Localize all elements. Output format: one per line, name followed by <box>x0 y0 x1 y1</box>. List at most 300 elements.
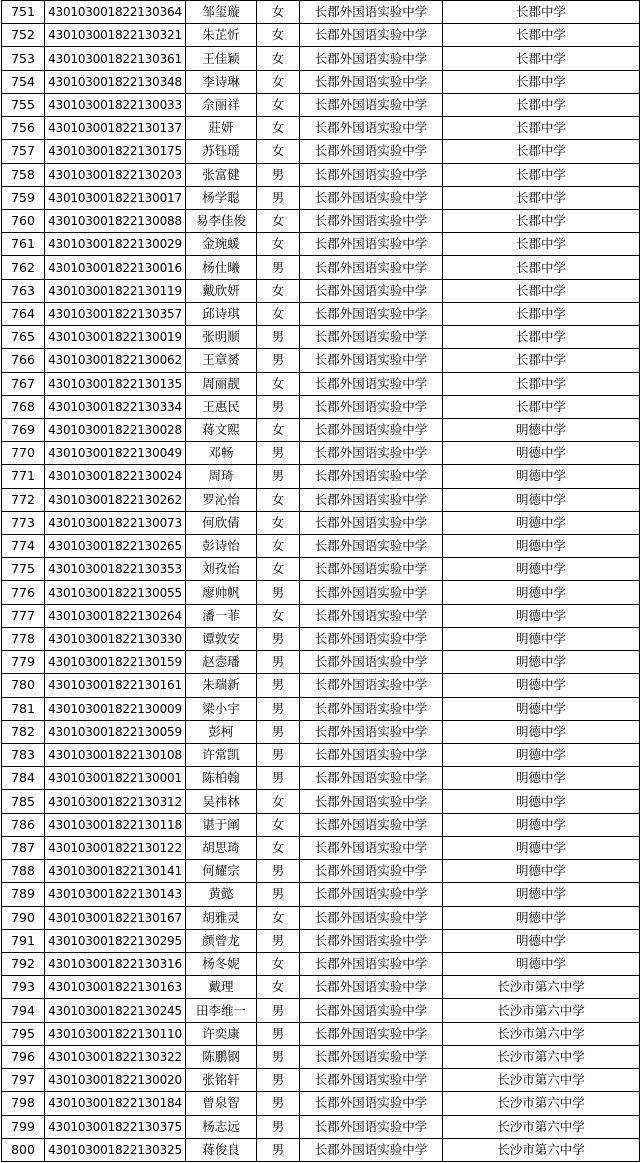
origin-school: 长郡外国语实验中学 <box>300 651 443 674</box>
table-row <box>2 952 640 975</box>
student-name: 许奕康 <box>186 1022 257 1045</box>
table-row <box>2 511 640 534</box>
origin-school: 长郡外国语实验中学 <box>300 140 443 163</box>
admitted-school: 长郡中学 <box>443 163 640 186</box>
table-row <box>2 233 640 256</box>
student-name: 刘孜怡 <box>186 558 257 581</box>
admitted-school: 明德中学 <box>443 627 640 650</box>
row-number: 769 <box>2 418 45 441</box>
admitted-school: 明德中学 <box>443 790 640 813</box>
row-number: 752 <box>2 24 45 47</box>
student-gender: 男 <box>257 1092 300 1115</box>
student-gender: 女 <box>257 140 300 163</box>
origin-school: 长郡外国语实验中学 <box>300 929 443 952</box>
origin-school: 长郡外国语实验中学 <box>300 697 443 720</box>
registration-id: 430103001822130017 <box>45 186 186 209</box>
admitted-school: 明德中学 <box>443 860 640 883</box>
student-name: 颜曾龙 <box>186 929 257 952</box>
admitted-school: 长沙市第六中学 <box>443 1115 640 1138</box>
student-gender: 女 <box>257 1 300 24</box>
registration-id: 430103001822130009 <box>45 697 186 720</box>
student-name: 蒋俊良 <box>186 1138 257 1161</box>
origin-school: 长郡外国语实验中学 <box>300 24 443 47</box>
origin-school: 长郡外国语实验中学 <box>300 256 443 279</box>
admitted-school: 长郡中学 <box>443 302 640 325</box>
row-number: 751 <box>2 1 45 24</box>
student-name: 潘一菲 <box>186 604 257 627</box>
registration-id: 430103001822130203 <box>45 163 186 186</box>
student-gender: 女 <box>257 836 300 859</box>
registration-id: 430103001822130024 <box>45 465 186 488</box>
student-gender: 女 <box>257 372 300 395</box>
registration-id: 430103001822130321 <box>45 24 186 47</box>
table-row <box>2 395 640 418</box>
registration-id: 430103001822130062 <box>45 349 186 372</box>
registration-id: 430103001822130375 <box>45 1115 186 1138</box>
table-row <box>2 581 640 604</box>
row-number: 788 <box>2 860 45 883</box>
table-row <box>2 1138 640 1161</box>
student-gender: 男 <box>257 581 300 604</box>
admitted-school: 长沙市第六中学 <box>443 1045 640 1068</box>
origin-school: 长郡外国语实验中学 <box>300 674 443 697</box>
table-row <box>2 1069 640 1092</box>
table-row <box>2 93 640 116</box>
table-row <box>2 1045 640 1068</box>
student-name: 莊妍 <box>186 117 257 140</box>
table-row <box>2 418 640 441</box>
origin-school: 长郡外国语实验中学 <box>300 883 443 906</box>
origin-school: 长郡外国语实验中学 <box>300 860 443 883</box>
origin-school: 长郡外国语实验中学 <box>300 1138 443 1161</box>
student-name: 朱芷忻 <box>186 24 257 47</box>
admitted-school: 明德中学 <box>443 767 640 790</box>
row-number: 786 <box>2 813 45 836</box>
row-number: 764 <box>2 302 45 325</box>
student-name: 赵悫璠 <box>186 651 257 674</box>
registration-id: 430103001822130073 <box>45 511 186 534</box>
row-number: 781 <box>2 697 45 720</box>
table-row <box>2 1092 640 1115</box>
admitted-school: 明德中学 <box>443 442 640 465</box>
registration-id: 430103001822130029 <box>45 233 186 256</box>
registration-id: 430103001822130357 <box>45 302 186 325</box>
student-gender: 女 <box>257 558 300 581</box>
row-number: 798 <box>2 1092 45 1115</box>
origin-school: 长郡外国语实验中学 <box>300 511 443 534</box>
registration-id: 430103001822130325 <box>45 1138 186 1161</box>
origin-school: 长郡外国语实验中学 <box>300 209 443 232</box>
student-name: 彭诗怡 <box>186 535 257 558</box>
table-row <box>2 976 640 999</box>
admitted-school: 长郡中学 <box>443 186 640 209</box>
origin-school: 长郡外国语实验中学 <box>300 627 443 650</box>
origin-school: 长郡外国语实验中学 <box>300 395 443 418</box>
registration-id: 430103001822130137 <box>45 117 186 140</box>
student-name: 朱瑞新 <box>186 674 257 697</box>
admitted-school: 明德中学 <box>443 929 640 952</box>
student-gender: 男 <box>257 349 300 372</box>
student-gender: 女 <box>257 302 300 325</box>
registration-id: 430103001822130135 <box>45 372 186 395</box>
row-number: 772 <box>2 488 45 511</box>
student-gender: 女 <box>257 535 300 558</box>
table-row <box>2 326 640 349</box>
student-name: 蒋文熙 <box>186 418 257 441</box>
row-number: 756 <box>2 117 45 140</box>
registration-id: 430103001822130175 <box>45 140 186 163</box>
row-number: 785 <box>2 790 45 813</box>
registration-id: 430103001822130108 <box>45 744 186 767</box>
origin-school: 长郡外国语实验中学 <box>300 744 443 767</box>
table-row <box>2 767 640 790</box>
student-name: 田李维一 <box>186 999 257 1022</box>
student-gender: 男 <box>257 163 300 186</box>
admitted-school: 明德中学 <box>443 604 640 627</box>
row-number: 773 <box>2 511 45 534</box>
student-name: 何欣倩 <box>186 511 257 534</box>
admitted-school: 明德中学 <box>443 674 640 697</box>
row-number: 796 <box>2 1045 45 1068</box>
registration-id: 430103001822130049 <box>45 442 186 465</box>
origin-school: 长郡外国语实验中学 <box>300 952 443 975</box>
row-number: 783 <box>2 744 45 767</box>
table-row <box>2 24 640 47</box>
student-name: 谭敦安 <box>186 627 257 650</box>
admitted-school: 明德中学 <box>443 813 640 836</box>
row-number: 757 <box>2 140 45 163</box>
row-number: 791 <box>2 929 45 952</box>
student-name: 杨冬妮 <box>186 952 257 975</box>
origin-school: 长郡外国语实验中学 <box>300 186 443 209</box>
origin-school: 长郡外国语实验中学 <box>300 976 443 999</box>
origin-school: 长郡外国语实验中学 <box>300 302 443 325</box>
student-gender: 男 <box>257 326 300 349</box>
origin-school: 长郡外国语实验中学 <box>300 488 443 511</box>
student-name: 谌于阐 <box>186 813 257 836</box>
student-name: 杨学聪 <box>186 186 257 209</box>
row-number: 779 <box>2 651 45 674</box>
registration-id: 430103001822130020 <box>45 1069 186 1092</box>
row-number: 766 <box>2 349 45 372</box>
student-gender: 女 <box>257 906 300 929</box>
registration-id: 430103001822130348 <box>45 70 186 93</box>
student-name: 王佳颖 <box>186 47 257 70</box>
student-name: 金琬蝯 <box>186 233 257 256</box>
student-gender: 男 <box>257 674 300 697</box>
table-row <box>2 488 640 511</box>
student-name: 戴欣妍 <box>186 279 257 302</box>
admitted-school: 明德中学 <box>443 697 640 720</box>
student-name: 周丽靓 <box>186 372 257 395</box>
registration-id: 430103001822130295 <box>45 929 186 952</box>
registration-id: 430103001822130262 <box>45 488 186 511</box>
table-row <box>2 302 640 325</box>
admitted-school: 长郡中学 <box>443 24 640 47</box>
student-gender: 女 <box>257 952 300 975</box>
table-row <box>2 883 640 906</box>
table-row <box>2 186 640 209</box>
student-name: 梁小宇 <box>186 697 257 720</box>
registration-id: 430103001822130159 <box>45 651 186 674</box>
registration-id: 430103001822130001 <box>45 767 186 790</box>
admitted-school: 长郡中学 <box>443 117 640 140</box>
student-gender: 男 <box>257 1069 300 1092</box>
registration-id: 430103001822130122 <box>45 836 186 859</box>
student-name: 李诗琳 <box>186 70 257 93</box>
row-number: 797 <box>2 1069 45 1092</box>
origin-school: 长郡外国语实验中学 <box>300 1115 443 1138</box>
table-row <box>2 279 640 302</box>
origin-school: 长郡外国语实验中学 <box>300 790 443 813</box>
table-row <box>2 140 640 163</box>
student-gender: 女 <box>257 279 300 302</box>
registration-id: 430103001822130055 <box>45 581 186 604</box>
student-name: 杨志远 <box>186 1115 257 1138</box>
admitted-school: 明德中学 <box>443 558 640 581</box>
registration-id: 430103001822130163 <box>45 976 186 999</box>
row-number: 789 <box>2 883 45 906</box>
row-number: 800 <box>2 1138 45 1161</box>
registration-id: 430103001822130184 <box>45 1092 186 1115</box>
student-gender: 女 <box>257 511 300 534</box>
registration-id: 430103001822130016 <box>45 256 186 279</box>
student-name: 吴祎林 <box>186 790 257 813</box>
row-number: 792 <box>2 952 45 975</box>
table-row <box>2 117 640 140</box>
origin-school: 长郡外国语实验中学 <box>300 93 443 116</box>
student-name: 王惠民 <box>186 395 257 418</box>
row-number: 795 <box>2 1022 45 1045</box>
row-number: 758 <box>2 163 45 186</box>
admitted-school: 明德中学 <box>443 465 640 488</box>
origin-school: 长郡外国语实验中学 <box>300 1 443 24</box>
row-number: 768 <box>2 395 45 418</box>
row-number: 777 <box>2 604 45 627</box>
admitted-school: 长郡中学 <box>443 47 640 70</box>
origin-school: 长郡外国语实验中学 <box>300 813 443 836</box>
student-gender: 男 <box>257 697 300 720</box>
student-gender: 男 <box>257 395 300 418</box>
row-number: 793 <box>2 976 45 999</box>
table-row <box>2 790 640 813</box>
registration-id: 430103001822130334 <box>45 395 186 418</box>
student-gender: 女 <box>257 790 300 813</box>
row-number: 755 <box>2 93 45 116</box>
origin-school: 长郡外国语实验中学 <box>300 163 443 186</box>
student-gender: 女 <box>257 488 300 511</box>
student-name: 陈柏翰 <box>186 767 257 790</box>
admitted-school: 长沙市第六中学 <box>443 1069 640 1092</box>
admitted-school: 长沙市第六中学 <box>443 1092 640 1115</box>
origin-school: 长郡外国语实验中学 <box>300 581 443 604</box>
student-name: 胡雅灵 <box>186 906 257 929</box>
student-gender: 女 <box>257 93 300 116</box>
origin-school: 长郡外国语实验中学 <box>300 326 443 349</box>
admitted-school: 明德中学 <box>443 906 640 929</box>
student-gender: 男 <box>257 186 300 209</box>
admitted-school: 长郡中学 <box>443 395 640 418</box>
row-number: 771 <box>2 465 45 488</box>
table-row <box>2 558 640 581</box>
row-number: 787 <box>2 836 45 859</box>
admitted-school: 明德中学 <box>443 488 640 511</box>
origin-school: 长郡外国语实验中学 <box>300 418 443 441</box>
row-number: 774 <box>2 535 45 558</box>
row-number: 780 <box>2 674 45 697</box>
table-row <box>2 627 640 650</box>
student-name: 易李佳俊 <box>186 209 257 232</box>
row-number: 799 <box>2 1115 45 1138</box>
admitted-school: 长沙市第六中学 <box>443 976 640 999</box>
admitted-school: 长郡中学 <box>443 256 640 279</box>
student-gender: 女 <box>257 813 300 836</box>
table-row <box>2 256 640 279</box>
student-gender: 女 <box>257 233 300 256</box>
table-row <box>2 163 640 186</box>
student-name: 何耀宗 <box>186 860 257 883</box>
admitted-school: 长郡中学 <box>443 1 640 24</box>
origin-school: 长郡外国语实验中学 <box>300 836 443 859</box>
registration-id: 430103001822130028 <box>45 418 186 441</box>
registration-id: 430103001822130167 <box>45 906 186 929</box>
row-number: 790 <box>2 906 45 929</box>
table-row <box>2 70 640 93</box>
admitted-school: 明德中学 <box>443 836 640 859</box>
student-name: 张富健 <box>186 163 257 186</box>
table-row <box>2 535 640 558</box>
registration-id: 430103001822130019 <box>45 326 186 349</box>
table-row <box>2 1 640 24</box>
table-row <box>2 813 640 836</box>
admitted-school: 明德中学 <box>443 651 640 674</box>
row-number: 759 <box>2 186 45 209</box>
table-row <box>2 349 640 372</box>
origin-school: 长郡外国语实验中学 <box>300 349 443 372</box>
student-name: 张明顺 <box>186 326 257 349</box>
student-name: 陈鹏钢 <box>186 1045 257 1068</box>
row-number: 754 <box>2 70 45 93</box>
origin-school: 长郡外国语实验中学 <box>300 233 443 256</box>
admitted-school: 长郡中学 <box>443 326 640 349</box>
table-row <box>2 47 640 70</box>
admitted-school: 长沙市第六中学 <box>443 1022 640 1045</box>
origin-school: 长郡外国语实验中学 <box>300 1092 443 1115</box>
student-gender: 男 <box>257 627 300 650</box>
registration-id: 430103001822130141 <box>45 860 186 883</box>
row-number: 794 <box>2 999 45 1022</box>
admitted-school: 明德中学 <box>443 952 640 975</box>
registration-id: 430103001822130119 <box>45 279 186 302</box>
table-row <box>2 442 640 465</box>
admitted-school: 明德中学 <box>443 581 640 604</box>
table-row <box>2 1115 640 1138</box>
table-row <box>2 697 640 720</box>
admitted-school: 长郡中学 <box>443 93 640 116</box>
origin-school: 长郡外国语实验中学 <box>300 1045 443 1068</box>
registration-id: 430103001822130361 <box>45 47 186 70</box>
origin-school: 长郡外国语实验中学 <box>300 117 443 140</box>
table-row <box>2 744 640 767</box>
origin-school: 长郡外国语实验中学 <box>300 1022 443 1045</box>
registration-id: 430103001822130161 <box>45 674 186 697</box>
table-row <box>2 372 640 395</box>
table-row <box>2 929 640 952</box>
origin-school: 长郡外国语实验中学 <box>300 999 443 1022</box>
student-name: 彭柯 <box>186 720 257 743</box>
student-gender: 男 <box>257 999 300 1022</box>
student-name: 黄懿 <box>186 883 257 906</box>
row-number: 753 <box>2 47 45 70</box>
student-gender: 男 <box>257 442 300 465</box>
student-name: 邹玺璇 <box>186 1 257 24</box>
admitted-school: 长郡中学 <box>443 279 640 302</box>
registration-id: 430103001822130312 <box>45 790 186 813</box>
admitted-school: 长沙市第六中学 <box>443 1138 640 1161</box>
row-number: 775 <box>2 558 45 581</box>
registration-id: 430103001822130265 <box>45 535 186 558</box>
roster-body <box>2 1 640 1162</box>
table-row <box>2 604 640 627</box>
row-number: 782 <box>2 720 45 743</box>
student-gender: 女 <box>257 24 300 47</box>
table-row <box>2 836 640 859</box>
origin-school: 长郡外国语实验中学 <box>300 906 443 929</box>
student-gender: 男 <box>257 883 300 906</box>
admitted-school: 长郡中学 <box>443 70 640 93</box>
student-name: 张铭轩 <box>186 1069 257 1092</box>
student-name: 许常凯 <box>186 744 257 767</box>
student-gender: 男 <box>257 465 300 488</box>
row-number: 778 <box>2 627 45 650</box>
registration-id: 430103001822130110 <box>45 1022 186 1045</box>
registration-id: 430103001822130118 <box>45 813 186 836</box>
student-name: 邱诗琪 <box>186 302 257 325</box>
origin-school: 长郡外国语实验中学 <box>300 604 443 627</box>
student-gender: 女 <box>257 604 300 627</box>
admitted-school: 长郡中学 <box>443 372 640 395</box>
admitted-school: 长郡中学 <box>443 209 640 232</box>
student-gender: 女 <box>257 117 300 140</box>
student-gender: 女 <box>257 70 300 93</box>
student-gender: 男 <box>257 1022 300 1045</box>
registration-id: 430103001822130143 <box>45 883 186 906</box>
student-gender: 男 <box>257 720 300 743</box>
student-gender: 男 <box>257 1138 300 1161</box>
admitted-school: 长郡中学 <box>443 349 640 372</box>
table-row <box>2 906 640 929</box>
row-number: 776 <box>2 581 45 604</box>
registration-id: 430103001822130033 <box>45 93 186 116</box>
origin-school: 长郡外国语实验中学 <box>300 720 443 743</box>
table-row <box>2 651 640 674</box>
origin-school: 长郡外国语实验中学 <box>300 558 443 581</box>
student-name: 胡思琦 <box>186 836 257 859</box>
registration-id: 430103001822130245 <box>45 999 186 1022</box>
student-gender: 男 <box>257 929 300 952</box>
row-number: 762 <box>2 256 45 279</box>
origin-school: 长郡外国语实验中学 <box>300 535 443 558</box>
registration-id: 430103001822130316 <box>45 952 186 975</box>
student-name: 邓畅 <box>186 442 257 465</box>
student-name: 王章赟 <box>186 349 257 372</box>
student-gender: 女 <box>257 976 300 999</box>
table-row <box>2 465 640 488</box>
origin-school: 长郡外国语实验中学 <box>300 372 443 395</box>
admitted-school: 长郡中学 <box>443 233 640 256</box>
admitted-school: 明德中学 <box>443 511 640 534</box>
row-number: 770 <box>2 442 45 465</box>
